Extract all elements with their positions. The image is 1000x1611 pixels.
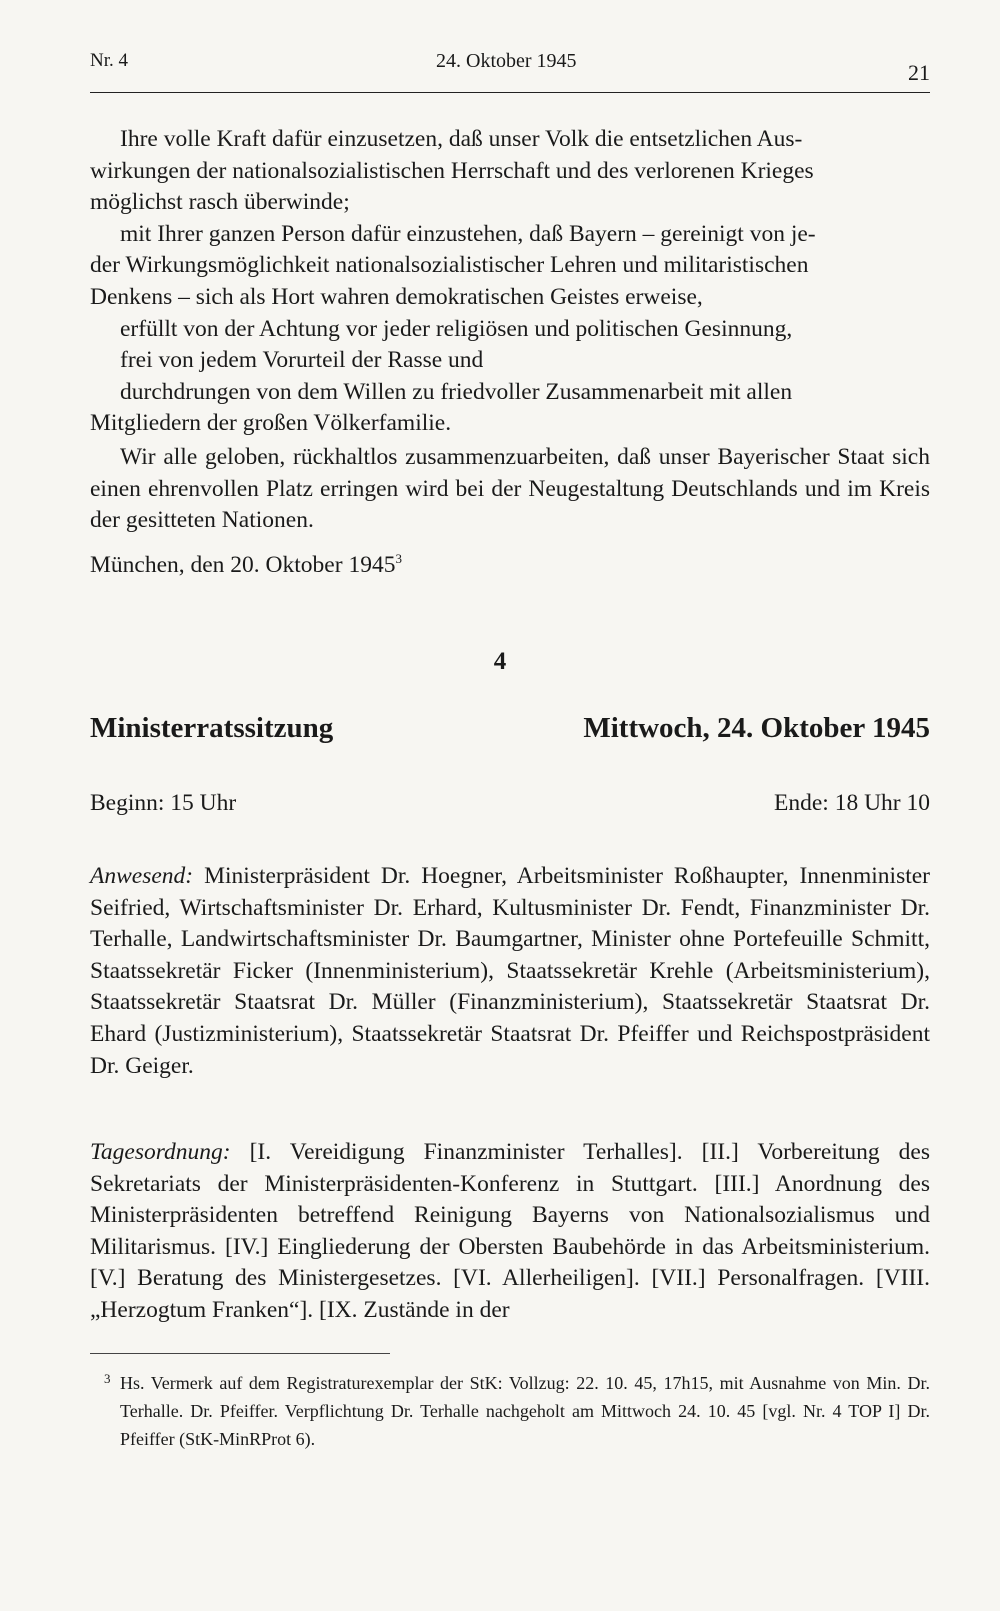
footnote-reference: 3 (395, 551, 402, 566)
header-date: 24. Oktober 1945 (436, 50, 577, 72)
oath-line: Denkens – sich als Hort wahren demokratischen Geistes erweise, (90, 283, 703, 310)
agenda-paragraph (90, 1137, 930, 1327)
agenda-text: [I. Vereidigung Finanzminister Terhalles]. [II.] Vorbereitung des Sekretariats der Ministerpräsidenten-Konferenz in Stuttgart. [III.] Anordnung des Ministerpräsidenten betreffend Reinigung Bayerns von Nationalsozialismus und Militarismus. [IV.] Eingliederung der Obersten Baubehörde in das Arbeitsministerium. [V.] Beratung des Ministergesetzes. [VI. Allerheiligen]. [VII.] Personalfragen. [VIII. „Herzogtum Franken“]. [IX. Zustände in der (90, 1139, 931, 1323)
attendance-text: Ministerpräsident Dr. Hoegner, Arbeitsminister Roßhaupter, Innenminister Seifried, Wirtschaftsminister Dr. Erhard, Kultusminister Dr. Fendt, Finanzminister Dr. Terhalle, Landwirtschaftsminister Dr. Baumgartner, Minister ohne Portefeuille Schmitt, Staatssekretär Ficker (Innenministerium), Staatssekretär Krehle (Arbeitsministerium), Staatssekretär Staatsrat Dr. Müller (Finanzministerium), Staatssekretär Staatsrat Dr. Ehard (Justizministerium), Staatssekretär Staatsrat Dr. Pfeiffer und Reichspostpräsident Dr. Geiger. (90, 863, 930, 1079)
oath-line: wirkungen der nationalsozialistischen Herrschaft und des verlorenen Krieges (90, 157, 814, 184)
oath-line: Mitgliedern der großen Völkerfamilie. (90, 410, 452, 437)
agenda-label: Tagesordnung: (90, 1139, 231, 1165)
session-title: Ministerratssitzung (90, 712, 334, 744)
oath-line: Ihre volle Kraft dafür einzusetzen, daß unser Volk die entsetzlichen Aus- (120, 126, 803, 152)
oath-line: der Wirkungsmöglichkeit nationalsozialistischer Lehren und militaristischen (90, 252, 809, 279)
running-header (90, 50, 930, 90)
oath-line: durchdrungen von dem Willen zu friedvoller Zusammenarbeit mit allen (120, 378, 793, 405)
pledge-paragraph: Wir alle geloben, rückhaltlos zusammenzuarbeiten, daß unser Bayerischer Staat sich einen ehrenvollen Platz erringen wird bei der Neugestaltung Deutschlands und im Kreis der gesitteten Nationen. (90, 444, 930, 534)
session-date: Mittwoch, 24. Oktober 1945 (583, 712, 930, 744)
oath-line: erfüllt von der Achtung vor jeder religiösen und politischen Gesinnung, (120, 315, 793, 342)
oath-line: möglichst rasch überwinde; (90, 189, 350, 216)
attendance-label: Anwesend: (90, 863, 194, 889)
footnote-text: Hs. Vermerk auf dem Registraturexemplar der StK: Vollzug: 22. 10. 45, 17h15, mit Ausnahme von Min. Dr. Terhalle. Dr. Pfeiffer. Verpflichtung Dr. Terhalle nachgeholt am Mittwoch 24. 10. 45 [vgl. Nr. 4 TOP I] Dr. Pfeiffer (StK-MinRProt 6). (120, 1373, 930, 1449)
session-end: Ende: 18 Uhr 10 (774, 790, 930, 816)
session-times (90, 790, 930, 822)
attendance-paragraph (90, 861, 930, 1082)
page-number: 21 (908, 60, 930, 85)
oath-line: frei von jedem Vorurteil der Rasse und (120, 347, 484, 374)
footnote-rule (90, 1353, 390, 1354)
footnote (104, 1369, 930, 1453)
place-date-text: München, den 20. Oktober 1945 (90, 552, 396, 578)
oath-line: mit Ihrer ganzen Person dafür einzustehen, daß Bayern – gereinigt von je- (120, 220, 816, 247)
oath-text (90, 124, 930, 440)
document-number: 4 (493, 648, 507, 675)
document-number-label: Nr. 4 (90, 50, 128, 71)
header-rule (90, 92, 930, 93)
footnote-mark: 3 (104, 1371, 111, 1386)
session-begin: Beginn: 15 Uhr (90, 790, 237, 816)
place-date (90, 543, 402, 582)
session-heading (90, 712, 930, 752)
